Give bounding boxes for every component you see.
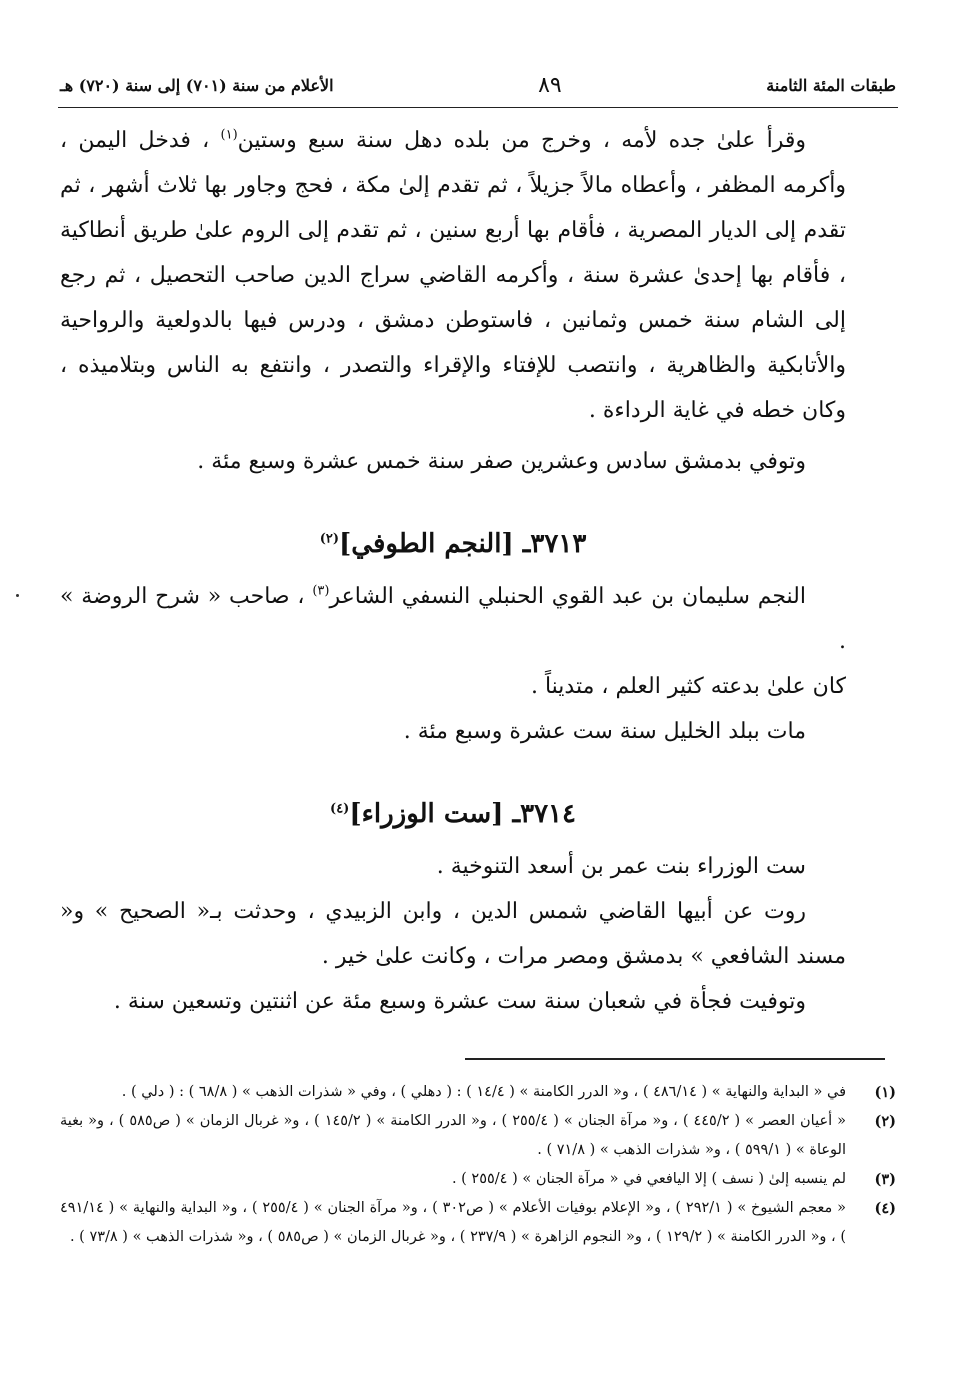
paragraph-text: وتوفيت فجأة في شعبان سنة ست عشرة وسبع مئة عن اثنتين وتسعين سنة . bbox=[113, 989, 806, 1014]
paragraph-text: ، فدخل اليمن ، وأكرمه المظفر ، وأعطاه مالاً جزيلاً ، ثم تقدم إلىٰ مكة ، فحج وجاور بها ثلاث أشهر ، ثم تقدم إلى الديار المصرية ، فأقام بها أربع سنين ، ثم تقدم إلى الروم علىٰ طريق أنطاكية ، فأقام بها إحدىٰ عشرة سنة ، وأكرمه القاضي سراج الدين صاحب التحصيل ، ثم رجع إلى الشام سنة خمس وثمانين ، فاستوطن دمشق ، ودرس فيها بالدولعية والرواحية والأتابكية والظاهرية ، وانتصب للإفتاء والإقراء والتصدر ، وانتفع به الناس وبتلاميذه ، وكان خطه في غاية الرداءة . bbox=[60, 128, 846, 423]
footnote-number: (٢) bbox=[874, 1113, 896, 1130]
footnote-ref[interactable]: (٢) bbox=[319, 531, 339, 547]
paragraph-text: ست الوزراء بنت عمر بن أسعد التنوخية . bbox=[436, 854, 806, 879]
footnote-number: (٣) bbox=[874, 1171, 896, 1188]
paragraph bbox=[60, 889, 846, 979]
footnotes bbox=[60, 1078, 896, 1252]
paragraph bbox=[60, 574, 846, 664]
header-right-title: طبقات المئة الثامنة bbox=[766, 75, 896, 95]
entry-heading bbox=[60, 794, 846, 834]
footnote-text: في « البداية والنهاية » ( ٤٨٦/١٤ ) ، و« الدرر الكامنة » ( ١٤/٤ ) : ( دهلي ) ، وفي « شذرات الذهب » ( ٦٨/٨ ) : ( دلي ) . bbox=[121, 1084, 846, 1100]
paragraph-text: مات ببلد الخليل سنة ست عشرة وسبع مئة . bbox=[403, 719, 806, 744]
entry-heading bbox=[60, 524, 846, 564]
paragraph-text: روت عن أبيها القاضي شمس الدين ، وابن الزبيدي ، وحدثت بـ« الصحيح » و« مسند الشافعي » بدمشق ومصر مرات ، وكانت علىٰ خير . bbox=[60, 899, 846, 969]
page-number: ٨٩ bbox=[538, 72, 562, 98]
paragraph-text: ، صاحب « شرح الروضة » . bbox=[60, 584, 846, 654]
footnote bbox=[60, 1165, 896, 1194]
running-header bbox=[60, 70, 896, 100]
footnote bbox=[60, 1194, 896, 1252]
footnote-rule bbox=[465, 1058, 885, 1060]
footnote-text: « أعيان العصر » ( ٤٤٥/٢ ) ، و« مرآة الجنان » ( ٢٥٥/٤ ) ، و« الدرر الكامنة » ( ١٤٥/٢ ) ، و« غربال الزمان » ( ص٥٨٥ ) ، و« بغية الوعاة » ( ٥٩٩/١ ) ، و« شذرات الذهب » ( ٧١/٨ ) . bbox=[60, 1113, 846, 1158]
header-rule bbox=[58, 107, 898, 108]
paragraph bbox=[60, 664, 846, 709]
paragraph-text: النجم سليمان بن عبد القوي الحنبلي النسفي الشاعر bbox=[329, 584, 806, 609]
paragraph bbox=[60, 439, 846, 484]
footnote-number: (١) bbox=[874, 1084, 896, 1101]
paragraph-text: وتوفي بدمشق سادس وعشرين صفر سنة خمس عشرة وسبع مئة . bbox=[197, 449, 806, 474]
paragraph-text: وقرأ علىٰ جده لأمه ، وخرج من بلده دهل سنة سبع وستين bbox=[237, 128, 806, 153]
footnote-ref[interactable]: (٤) bbox=[330, 801, 350, 817]
footnote-number: (٤) bbox=[874, 1200, 896, 1217]
main-text bbox=[60, 118, 846, 1024]
footnote-text: لم ينسبه إلىٰ ( نسف ) إلا اليافعي في « مرآة الجنان » ( ٢٥٥/٤ ) . bbox=[451, 1171, 846, 1187]
footnote bbox=[60, 1107, 896, 1165]
scan-speck bbox=[16, 594, 19, 597]
heading-text: ٣٧١٤ـ [ست الوزراء] bbox=[349, 799, 576, 829]
footnote-ref[interactable]: (١) bbox=[220, 127, 238, 143]
footnote-ref[interactable]: (٣) bbox=[312, 583, 330, 599]
paragraph bbox=[60, 844, 846, 889]
paragraph bbox=[60, 118, 846, 433]
paragraph bbox=[60, 979, 846, 1024]
heading-text: ٣٧١٣ـ [النجم الطوفي] bbox=[339, 529, 587, 559]
footnote bbox=[60, 1078, 896, 1107]
paragraph bbox=[60, 709, 846, 754]
paragraph-text: كان علىٰ بدعته كثير العلم ، متديناً . bbox=[530, 674, 846, 699]
footnote-text: « معجم الشيوخ » ( ٢٩٢/١ ) ، و« الإعلام بوفيات الأعلام » ( ص٣٠٢ ) ، و« مرآة الجنان » ( ٢٥٥/٤ ) ، و« البداية والنهاية » ( ٤٩١/١٤ ) ، و« الدرر الكامنة » ( ١٢٩/٢ ) ، و« النجوم الزاهرة » ( ٢٣٧/٩ ) ، و« غربال الزمان » ( ص٥٨٥ ) ، و« شذرات الذهب » ( ٧٣/٨ ) . bbox=[60, 1200, 846, 1245]
header-left-title: الأعلام من سنة (٧٠١) إلى سنة (٧٢٠) هـ bbox=[60, 75, 334, 95]
